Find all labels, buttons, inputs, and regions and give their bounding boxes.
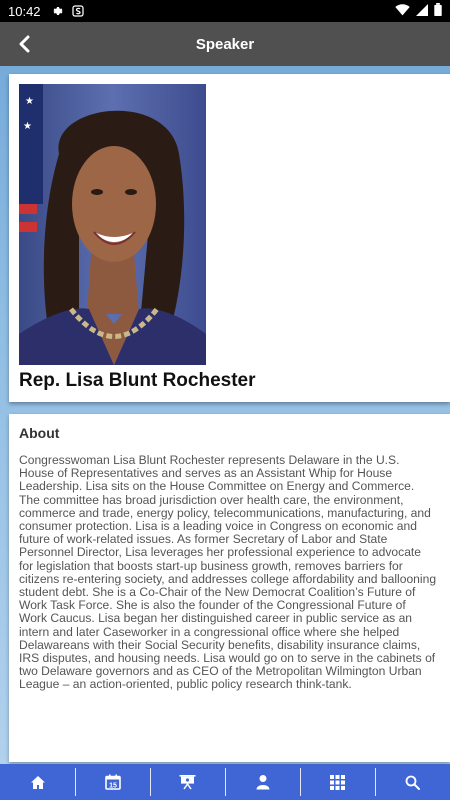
status-bar <box>0 0 450 22</box>
calendar-day: 15 <box>108 782 117 790</box>
about-title: About <box>19 425 60 441</box>
nav-speakers[interactable] <box>225 764 300 800</box>
wifi-icon <box>395 4 410 19</box>
s-app-icon <box>71 4 85 18</box>
settings-icon <box>51 4 65 18</box>
nav-menu[interactable] <box>300 764 375 800</box>
app-bar <box>0 22 450 66</box>
back-button[interactable] <box>8 28 40 60</box>
grid-icon <box>330 775 345 790</box>
search-icon <box>405 775 420 790</box>
svg-text:★: ★ <box>23 121 32 132</box>
home-icon <box>30 775 46 790</box>
nav-sessions[interactable] <box>150 764 225 800</box>
about-card <box>9 414 450 762</box>
speaker-card <box>9 74 450 402</box>
presentation-icon <box>179 774 196 790</box>
signal-icon <box>416 4 428 19</box>
calendar-icon <box>105 774 121 790</box>
user-icon <box>256 774 270 790</box>
svg-text:★: ★ <box>25 96 34 107</box>
chevron-left-icon <box>17 35 31 53</box>
nav-search[interactable] <box>375 764 450 800</box>
nav-home[interactable] <box>0 764 75 800</box>
bottom-nav <box>0 764 450 800</box>
nav-calendar[interactable] <box>75 764 150 800</box>
speaker-photo <box>19 84 206 365</box>
battery-icon <box>434 3 442 19</box>
about-text: Congresswoman Lisa Blunt Rochester represents Delaware in the U.S. House of Representatives and serves as an Assistant Whip for House Leadership. Lisa sits on the House Committee on Energy and Commerce. The committee has broad jurisdiction over health care, the environment, commerce and trade, energy policy, telecommunications, manufacturing, and consumer protection. Lisa is a leading voice in Congress on economic and future of work-related issues. As former Secretary of Labor and State Personnel Director, Lisa leverages her professional experience to advocate for legislation that boosts start-up business growth, removes barriers for citizens re-entering society, and addresses college affordability and ballooning student debt. She is a Co-Chair of the New Democrat Coalition’s Future of Work Task Force. She is also the founder of the Congressional Future of Work Caucus. Lisa began her distinguished career in public service as an intern and later Caseworker in a congressional office where she helped Delawareans with their Social Security benefits, disability insurance claims, IRS disputes, and housing needs. Lisa would go on to serve in the cabinets of two Delaware governors and as CEO of the Metropolitan Wilmington Urban League – an action-oriented, public policy research think-tank. <box>19 453 437 692</box>
page-title: Speaker <box>195 35 255 53</box>
status-time: 10:42 <box>8 3 41 19</box>
speaker-name: Rep. Lisa Blunt Rochester <box>19 370 256 391</box>
